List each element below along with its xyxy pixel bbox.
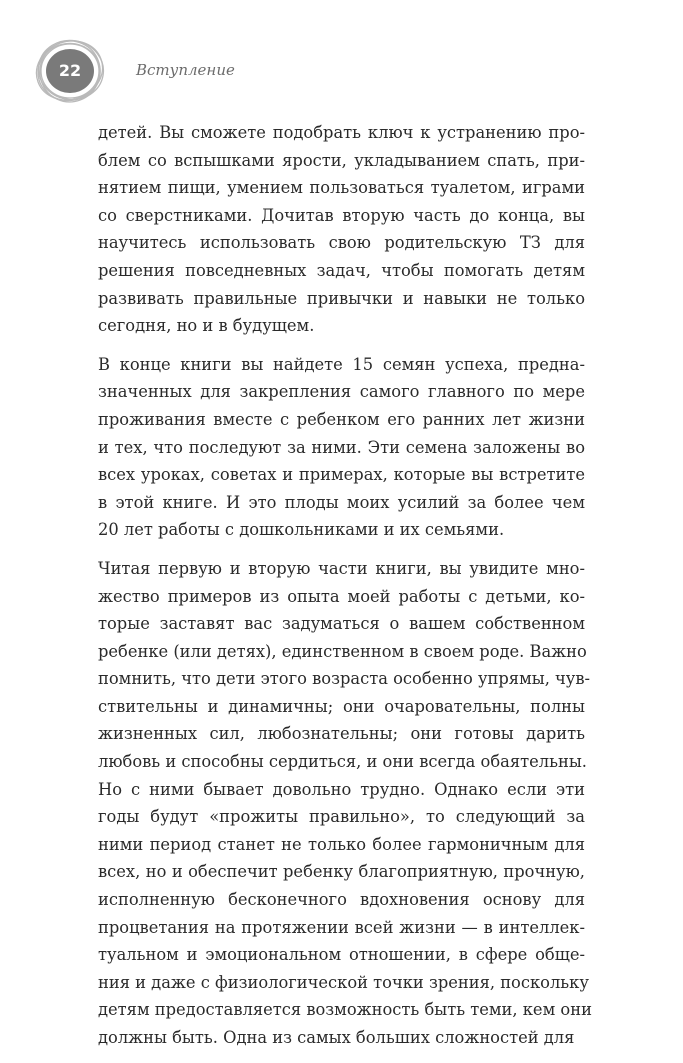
text-line: торые заставят вас задуматься о вашем собственном bbox=[98, 614, 585, 634]
text-line: блем со вспышками ярости, укладыванием спать, при- bbox=[98, 150, 585, 170]
text-line: Читая первую и вторую части книги, вы увидите мно- bbox=[98, 558, 585, 578]
text-line: детей. Вы сможете подобрать ключ к устранению про- bbox=[98, 123, 585, 142]
text-line: в этой книге. И это плоды моих усилий за более чем bbox=[98, 492, 585, 512]
text-line: Но с ними бывает довольно трудно. Однако если эти bbox=[98, 779, 585, 799]
text-line: В конце книги вы найдете 15 семян успеха, предна- bbox=[98, 354, 585, 374]
text-line: научитесь использовать свою родительскую ТЗ для bbox=[98, 233, 585, 253]
paragraph bbox=[98, 119, 585, 340]
text-line: годы будут «прожиты правильно», то следующий за bbox=[98, 807, 585, 827]
text-line: ния и даже с физиологической точки зрения, поскольку bbox=[98, 972, 589, 992]
text-line: любовь и способны сердиться, и они всегда обаятельны. bbox=[98, 752, 587, 772]
text-line: решения повседневных задач, чтобы помогать детям bbox=[98, 260, 585, 280]
text-line: нятием пищи, умением пользоваться туалетом, играми bbox=[98, 178, 585, 198]
text-line: процветания на протяжении всей жизни — в интеллек- bbox=[98, 917, 585, 937]
section-title: Вступление bbox=[136, 61, 235, 79]
page-number-badge bbox=[34, 38, 106, 104]
paragraph bbox=[98, 351, 585, 544]
page-number: 22 bbox=[58, 61, 82, 80]
text-line: сегодня, но и в будущем. bbox=[98, 316, 315, 336]
text-line: жество примеров из опыта моей работы с детьми, ко- bbox=[98, 586, 585, 606]
text-line: туальном и эмоциональном отношении, в сфере обще- bbox=[98, 945, 585, 965]
text-line: всех уроках, советах и примерах, которые вы встретите bbox=[98, 465, 585, 485]
text-line: проживания вместе с ребенком его ранних лет жизни bbox=[98, 409, 585, 429]
text-line: со сверстниками. Дочитав вторую часть до конца, вы bbox=[98, 205, 585, 225]
text-line: ствительны и динамичны; они очаровательны, полны bbox=[98, 696, 585, 716]
text-line: ними период станет не только более гармоничным для bbox=[98, 834, 585, 854]
text-line: значенных для закрепления самого главного по мере bbox=[98, 382, 585, 402]
text-line: жизненных сил, любознательны; они готовы дарить bbox=[98, 724, 585, 744]
text-line: ребенке (или детях), единственном в своем роде. Важно bbox=[98, 641, 587, 661]
text-line: развивать правильные привычки и навыки не только bbox=[98, 288, 585, 308]
text-line: всех, но и обеспечит ребенку благоприятную, прочную, bbox=[98, 862, 585, 882]
text-line: и тех, что последуют за ними. Эти семена заложены во bbox=[98, 437, 585, 457]
text-line: исполненную бесконечного вдохновения основу для bbox=[98, 890, 585, 910]
text-line: должны быть. Одна из самых больших сложностей для bbox=[98, 1028, 575, 1047]
paragraph bbox=[98, 555, 592, 1052]
page-header bbox=[34, 36, 235, 106]
body-text bbox=[98, 119, 592, 1063]
text-line: помнить, что дети этого возраста особенно упрямы, чув- bbox=[98, 669, 591, 689]
text-line: 20 лет работы с дошкольниками и их семьями. bbox=[98, 520, 505, 540]
text-line: детям предоставляется возможность быть теми, кем они bbox=[98, 1000, 592, 1020]
